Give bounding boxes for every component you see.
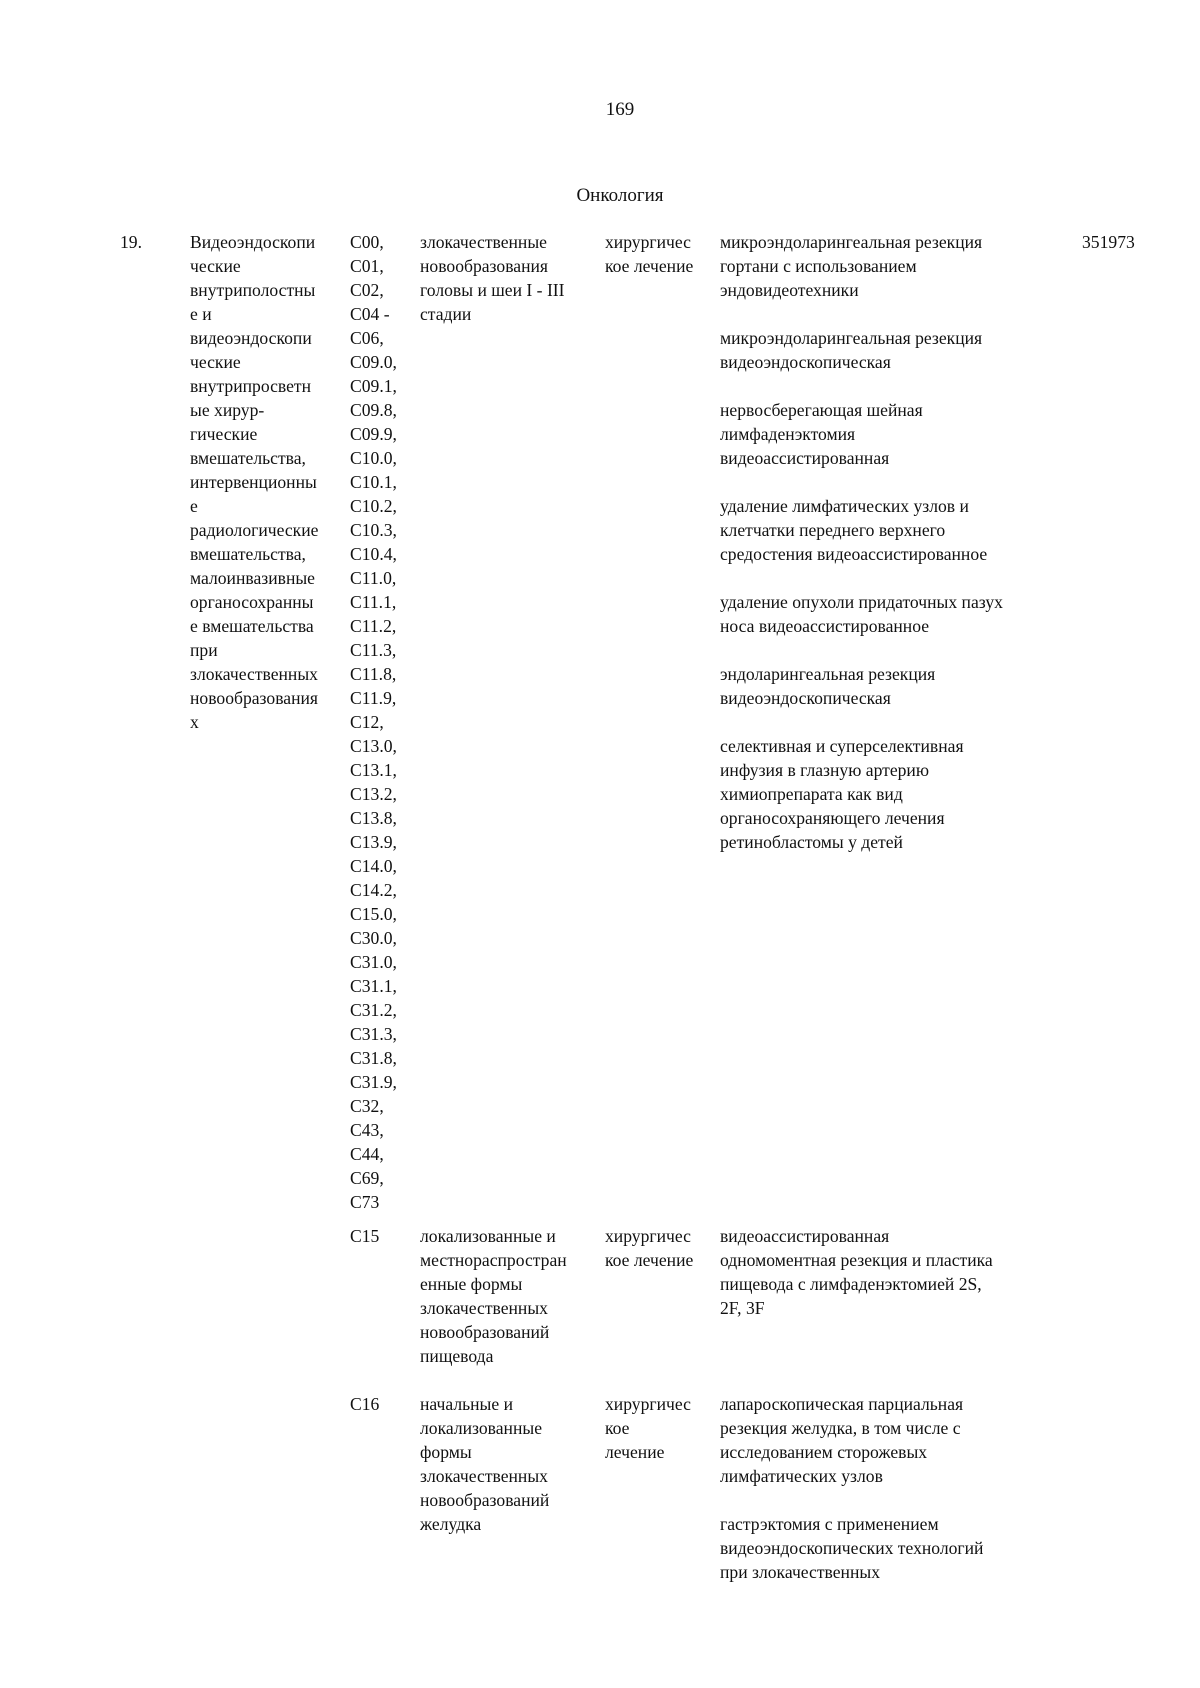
row-number: 19. [120,232,142,252]
diagnosis: локализованные и местнораспростран енные формы злокачественных новообразований пищевода [420,1226,567,1366]
diagnosis: начальные и локализованные формы злокачественных новообразований желудка [420,1394,550,1534]
icd-codes: С15 [350,1226,380,1246]
icd-codes: С00, С01, С02, С04 - С06, С09.0, С09.1, С09.8, С09.9, С10.0, С10.1, С10.2, С10.3, С10.4, С11.0, С11.1, С11.2, С11.3, С11.8, С11.9, С12, С13.0, С13.1, С13.2, С13.8, С13.9, С14.0, С14.2, С15.0, С30.0, С31.0, С31.1, С31.2, С31.3, С31.8, С31.9, С32, С43, С44, С69, С73 [350,232,397,1212]
section-title: Онкология [576,185,664,206]
treatment-type: хирургичес кое лечение [605,1226,694,1270]
procedure-group: Видеоэндоскопи ческие внутриполостны е и видеоэндоскопи ческие внутрипросветн ые хирур- гические вмешательства, интервенционны е радиологические вмешательства, малоинвазивные органосохранны е вмешательства при злокачественных новообразования х [190,232,319,732]
method-item: удаление лимфатических узлов и клетчатки переднего верхнего средостения видеоассистированное [720,496,988,564]
icd-codes: С16 [350,1394,380,1414]
method-item: нервосберегающая шейная лимфаденэктомия видеоассистированная [720,400,923,468]
method-item: гастрэктомия с применением видеоэндоскопических технологий при злокачественных [720,1514,984,1582]
treatment-type: хирургичес кое лечение [605,232,694,276]
diagnosis: злокачественные новообразования головы и шеи I - III стадии [420,232,565,324]
method-item: лапароскопическая парциальная резекция желудка, в том числе с исследованием сторожевых лимфатических узлов [720,1394,964,1486]
method-item: селективная и суперселективная инфузия в глазную артерию химиопрепарата как вид органосохраняющего лечения ретинобластомы у детей [720,736,964,852]
method-item: видеоассистированная одномоментная резекция и пластика пищевода с лимфаденэктомией 2S, 2F, 3F [720,1226,993,1318]
page-number: 169 [605,99,635,120]
method-item: эндоларингеальная резекция видеоэндоскопическая [720,664,936,708]
cost: 351973 [1082,232,1135,252]
treatment-type: хирургичес кое лечение [605,1394,691,1462]
method-item: удаление опухоли придаточных пазух носа видеоассистированное [720,592,1003,636]
method-item: микроэндоларингеальная резекция гортани с использованием эндовидеотехники [720,232,983,300]
method-item: микроэндоларингеальная резекция видеоэндоскопическая [720,328,983,372]
